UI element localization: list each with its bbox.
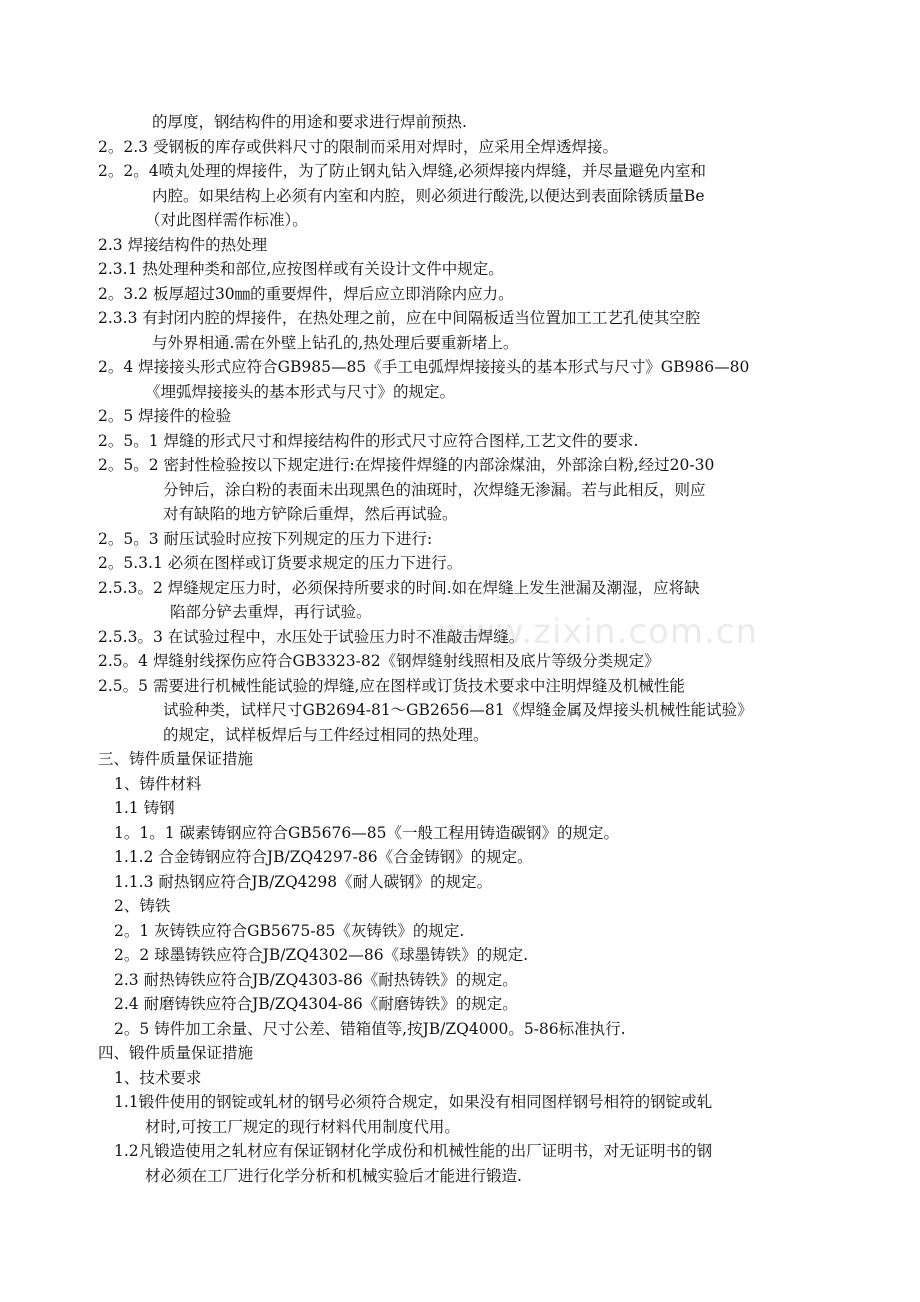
text-line: 《埋弧焊接接头的基本形式与尺寸》的规定。	[145, 382, 456, 401]
text-line: 材时,可按工厂规定的现行材料代用制度代用。	[145, 1117, 460, 1136]
text-line: 与外界相通.需在外壁上钻孔的,热处理后要重新堵上。	[152, 333, 519, 352]
text-line: 2.5.3。2 焊缝规定压力时，必须保持所要求的时间.如在焊缝上发生泄漏及潮湿，应将缺	[98, 578, 700, 597]
text-line: 2。5.3.1 必须在图样或订货要求规定的压力下进行。	[98, 554, 463, 572]
text-line: 2。2 球墨铸铁应符合JB/ZQ4302—86《球墨铸铁》的规定.	[114, 946, 529, 964]
text-line: 2。2.3 受钢板的库存或供料尺寸的限制而采用对焊时，应采用全焊透焊接。	[98, 137, 618, 156]
text-line: 2。3.2 板厚超过30㎜的重要焊件，焊后应立即消除内应力。	[98, 284, 514, 303]
text-line: 对有缺陷的地方铲除后重焊，然后再试验。	[163, 505, 458, 523]
text-line: 陷部分铲去重焊，再行试验。	[170, 603, 372, 621]
section-heading: 2.3 焊接结构件的热处理	[98, 235, 268, 254]
text-line: 2.4 耐磨铸铁应符合JB/ZQ4304-86《耐磨铸铁》的规定。	[114, 995, 518, 1013]
text-line: 1.1锻件使用的钢锭或轧材的钢号必须符合规定，如果没有相同图样钢号相符的钢锭或轧	[114, 1093, 713, 1111]
text-line: 1.1.3 耐热钢应符合JB/ZQ4298《耐人碳钢》的规定。	[114, 872, 493, 891]
text-line: 2.3 耐热铸铁应符合JB/ZQ4303-86《耐热铸铁》的规定。	[114, 970, 518, 989]
document-body	[0, 110, 920, 1188]
text-line: （对此图样需作标准）。	[145, 211, 308, 229]
section-heading: 1.1 铸钢	[114, 799, 175, 817]
text-line: 试验种类，试样尺寸GB2694-81～GB2656—81《焊缝金属及焊接头机械性能试验》	[163, 701, 753, 719]
section-heading: 2、铸铁	[114, 897, 171, 915]
section-heading: 1、技术要求	[114, 1068, 202, 1087]
chapter-heading: 三、铸件质量保证措施	[98, 750, 254, 768]
text-line: 的厚度，钢结构件的用途和要求进行焊前预热.	[152, 113, 467, 131]
text-line: 内腔。如果结构上必须有内室和内腔，则必须进行酸洗,以便达到表面除锈质量Be	[152, 186, 705, 205]
watermark: www.zixin.com.cn	[438, 612, 758, 652]
text-line: 2.5。4 焊缝射线探伤应符合GB3323-82《钢焊缝射线照相及底片等级分类规定》	[98, 652, 660, 670]
text-line: 材必须在工厂进行化学分析和机械实验后才能进行锻造.	[145, 1166, 522, 1185]
text-line: 1.1.2 合金铸钢应符合JB/ZQ4297-86《合金铸钢》的规定。	[114, 848, 533, 866]
text-line: 2。5。3 耐压试验时应按下列规定的压力下进行:	[98, 529, 433, 548]
text-line: 分钟后，涂白粉的表面未出现黑色的油斑时，次焊缝无渗漏。若与此相反，则应	[163, 480, 706, 499]
text-line: 2.5。5 需要进行机械性能试验的焊缝,应在图样或订货技术要求中注明焊缝及机械性能	[98, 676, 685, 695]
text-line: 1.2凡锻造使用之轧材应有保证钢材化学成份和机械性能的出厂证明书，对无证明书的钢	[114, 1142, 713, 1160]
text-line: 2.3.3 有封闭内腔的焊接件，在热处理之前，应在中间隔板适当位置加工工艺孔使其空腔	[98, 309, 701, 327]
section-heading: 2。5 焊接件的检验	[98, 407, 232, 425]
text-line: 2。2。4喷丸处理的焊接件，为了防止钢丸钻入焊缝,必须焊接内焊缝，并尽量避免内室和	[98, 162, 707, 180]
text-line: 2。4 焊接接头形式应符合GB985—85《手工电弧焊焊接接头的基本形式与尺寸》GB986—80	[98, 358, 750, 376]
text-line: 2.3.1 热处理种类和部位,应按图样或有关设计文件中规定。	[98, 260, 504, 278]
text-line: 2.5.3。3 在试验过程中，水压处于试验压力时不准敲击焊缝。	[98, 627, 525, 646]
text-line: 2。5。2 密封性检验按以下规定进行:在焊接件焊缝的内部涂煤油，外部涂白粉,经过20-30	[98, 456, 715, 474]
text-line: 2。5。1 焊缝的形式尺寸和焊接结构件的形式尺寸应符合图样,工艺文件的要求.	[98, 431, 639, 450]
text-line: 2。1 灰铸铁应符合GB5675-85《灰铸铁》的规定.	[114, 921, 465, 940]
section-heading: 1、铸件材料	[114, 774, 202, 793]
text-line: 2。5 铸件加工余量、尺寸公差、错箱值等,按JB/ZQ4000。5-86标准执行.	[114, 1019, 626, 1038]
chapter-heading: 四、锻件质量保证措施	[98, 1044, 254, 1062]
text-line: 1。1。1 碳素铸钢应符合GB5676—85《一般工程用铸造碳钢》的规定。	[114, 823, 619, 842]
text-line: 的规定，试样板焊后与工件经过相同的热处理。	[163, 725, 489, 744]
